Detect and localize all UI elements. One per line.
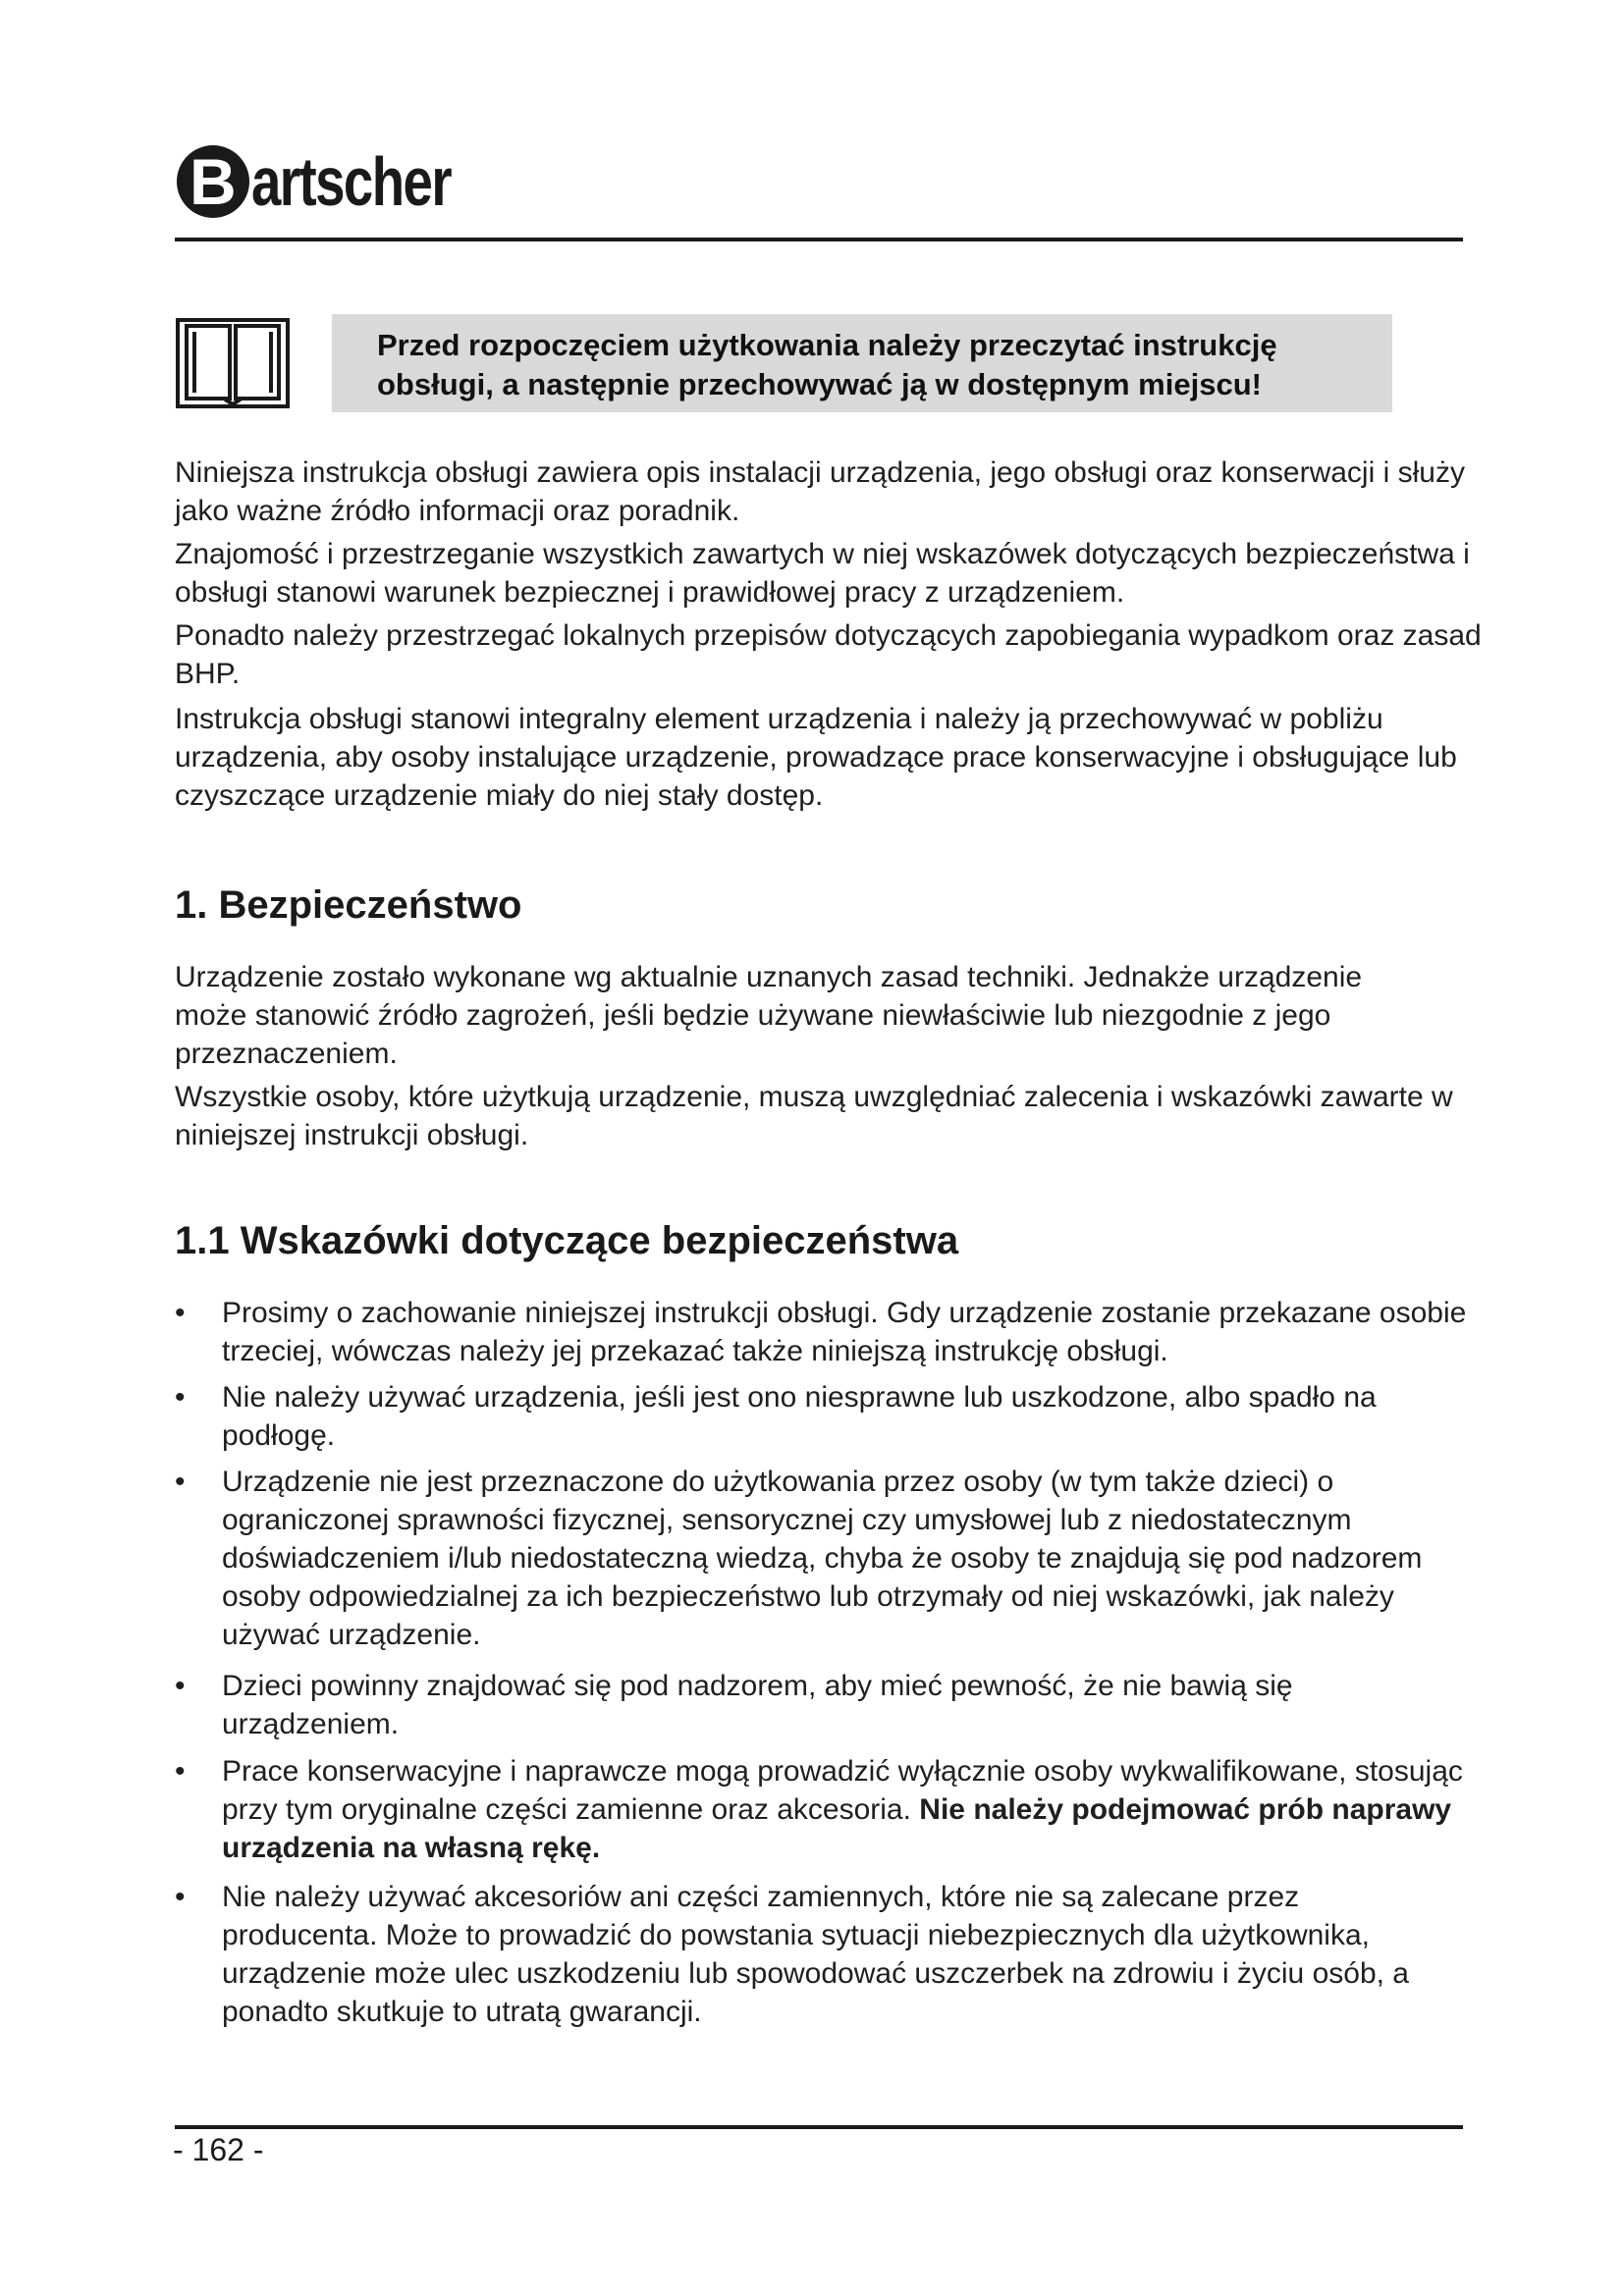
intro-paragraph: Ponadto należy przestrzegać lokalnych przepisów dotyczących zapobiegania wypadkom oraz zasad BHP. xyxy=(175,619,1482,690)
list-item-text: Nie należy używać akcesoriów ani części zamiennych, które nie są zalecane przez producenta. Może to prowadzić do powstania sytuacji niebezpiecznych dla użytkownika, urządzenie może ulec uszkodzeniu lub spowodować uszczerbek na zdrowiu i życiu osób, a ponadto skutkuje to utratą gwarancji. xyxy=(222,1881,1409,2028)
bullet-marker: • xyxy=(175,1755,186,1788)
intro-paragraph: Znajomość i przestrzeganie wszystkich zawartych w niej wskazówek dotyczących bezpieczeństwa i obsługi stanowi warunek bezpiecznej i prawidłowej pracy z urządzeniem. xyxy=(175,538,1470,609)
section-paragraph: Wszystkie osoby, które użytkują urządzenie, muszą uwzględniać zalecenia i wskazówki zawarte w niniejszej instrukcji obsługi. xyxy=(175,1081,1453,1151)
book-icon xyxy=(175,314,291,412)
section-heading-safety-notes: 1.1 Wskazówki dotyczące bezpieczeństwa xyxy=(175,1219,959,1262)
intro-paragraph: Niniejsza instrukcja obsługi zawiera opis instalacji urządzenia, jego obsługi oraz konserwacji i służy jako ważne źródło informacji oraz poradnik. xyxy=(175,456,1465,527)
list-item-text-bold: Nie należy podejmować prób naprawy urządzenia na własną rękę. xyxy=(222,1793,1452,1864)
list-item-text: Prosimy o zachowanie niniejszej instrukcji obsługi. Gdy urządzenie zostanie przekazane osobie trzeciej, wówczas należy jej przekazać także niniejszą instrukcję obsługi. xyxy=(222,1297,1467,1367)
section-paragraph: Urządzenie zostało wykonane wg aktualnie uznanych zasad techniki. Jednakże urządzenie może stanowić źródło zagrożeń, jeśli będzie używane niewłaściwie lub niezgodnie z jego przeznaczeniem. xyxy=(175,961,1363,1070)
list-item-text: Urządzenie nie jest przeznaczone do użytkowania przez osoby (w tym także dzieci) o ograniczonej sprawności fizycznej, sensorycznej czy umysłowej lub z niedostatecznym doświadczeniem i/lub niedostateczną wiedzą, chyba że osoby te znajdują się pod nadzorem osoby odpowiedzialnej za ich bezpieczeństwo lub otrzymały od niej wskazówki, jak należy używać urządzenie. xyxy=(222,1466,1423,1651)
brand-logo-letter: B xyxy=(189,145,237,218)
bullet-marker: • xyxy=(175,1381,186,1414)
notice-line-1: Przed rozpoczęciem użytkowania należy przeczytać instrukcję xyxy=(377,328,1277,362)
read-instructions-notice xyxy=(332,314,1392,412)
list-item-text xyxy=(222,1752,1498,1867)
bullet-marker: • xyxy=(175,1466,186,1498)
notice-line-2: obsługi, a następnie przechowywać ją w dostępnym miejscu! xyxy=(377,367,1262,401)
list-item-text-regular: Prace konserwacyjne i naprawcze mogą prowadzić wyłącznie osoby wykwalifikowane, stosując przy tym oryginalne części zamienne oraz akcesoria. xyxy=(222,1755,1463,1826)
bullet-marker: • xyxy=(175,1881,186,1913)
intro-paragraph: Instrukcja obsługi stanowi integralny element urządzenia i należy ją przechowywać w pobliżu urządzenia, aby osoby instalujące urządzenie, prowadzące prace konserwacyjne i obsługujące lub czyszczące urządzenie miały do niej stały dostęp. xyxy=(175,703,1457,812)
brand-logo-mark xyxy=(177,145,249,218)
page-number: - 162 - xyxy=(173,2132,264,2167)
header-divider xyxy=(175,238,1463,241)
footer-divider xyxy=(175,2125,1463,2129)
list-item-text: Nie należy używać urządzenia, jeśli jest ono niesprawne lub uszkodzone, albo spadło na podłogę. xyxy=(222,1381,1377,1452)
bullet-marker: • xyxy=(175,1297,186,1329)
list-item-text: Dzieci powinny znajdować się pod nadzorem, aby mieć pewność, że nie bawią się urządzeniem. xyxy=(222,1670,1293,1740)
section-heading-safety: 1. Bezpieczeństwo xyxy=(175,883,522,927)
bullet-marker: • xyxy=(175,1670,186,1702)
brand-logo-wordmark: artscher xyxy=(251,143,452,220)
brand-logo xyxy=(177,137,507,226)
